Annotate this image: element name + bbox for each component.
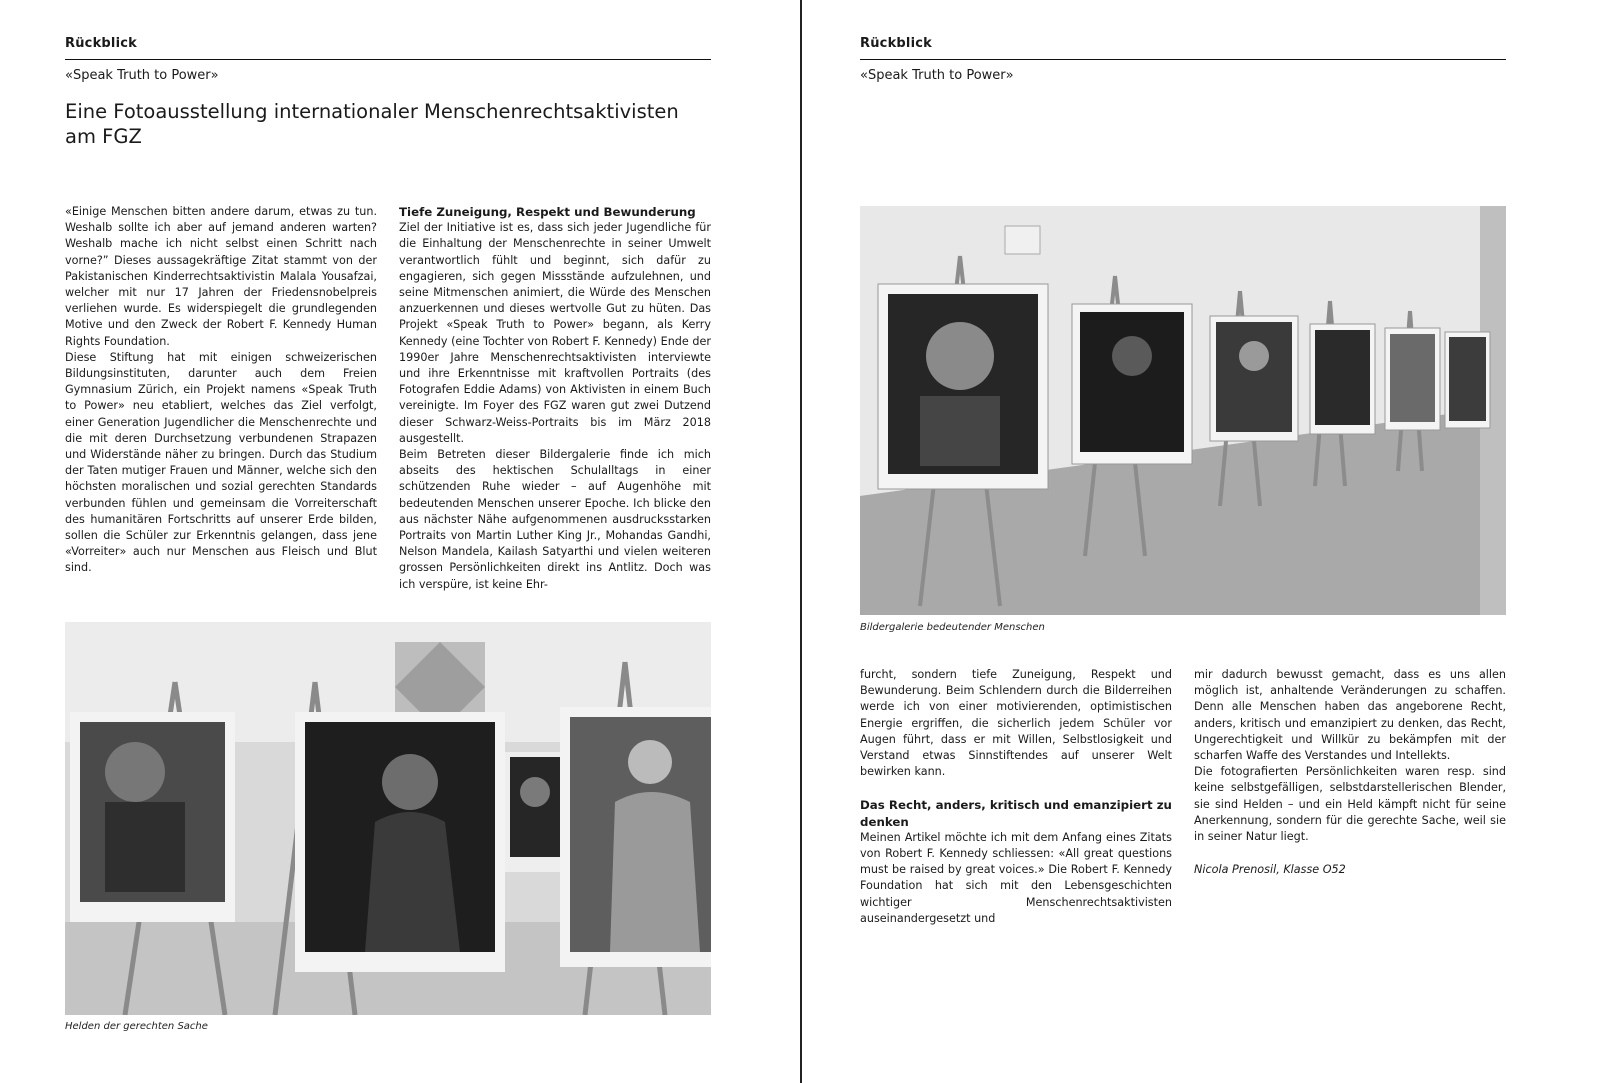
paragraph: Diese Stiftung hat mit einigen schweizerischen Bildungsinstituten, darunter auch dem Freien Gymnasium Zürich, ein Projekt namens «Speak Truth to Power» neu etabliert, welches das Ziel verfolgt, einer Generation Jugendlicher die Menschenrechte und die mit deren Durchsetzung verbundenen Strapazen und Widerstände näher zu bringen. Durch das Studium der Taten mutiger Frauen und Männer, welche sich den höchsten moralischen und sozial gerechten Standards verbunden fühlen und gemeinsam die Vorreiterschaft des humanitären Fortschritts auf unserer Erde bilden, sollen die Schüler zur Erkenntnis gelangen, dass jene «Vorreiter» auch nur Menschen aus Fleisch und Blut sind. [65,350,377,575]
exhibition-photo-gallery [860,206,1506,615]
paragraph: Beim Betreten dieser Bildergalerie finde ich mich abseits des hektischen Schulalltags in einer schützenden Ruhe wieder – auf Augenhöhe mit bedeutenden Menschen unserer Epoche. Ich blicke den aus nächster Nähe aufgenommenen ausdrucksstarken Portraits von Martin Luther King Jr., Mohandas Gandhi, Nelson Mandela, Kailash Satyarthi und vielen weiteren grossen Persönlichkeiten direkt ins Antlitz. Doch was ich verspüre, ist keine Ehr- [399,448,711,591]
text-column-2 [399,204,711,593]
article-subtitle: «Speak Truth to Power» [860,68,1014,83]
right-page [803,0,1598,1083]
photo-caption: Helden der gerechten Sache [65,1021,208,1032]
header-rule [860,59,1506,60]
subheading: Das Recht, anders, kritisch und emanzipiert zu denken [860,798,1172,829]
page-divider [800,0,802,1083]
header-rule [65,59,711,60]
text-column-1 [65,204,377,577]
photo-caption: Bildergalerie bedeutender Menschen [860,622,1045,633]
article-headline: Eine Fotoausstellung internationaler Menschenrechtsaktivisten am FGZ [65,100,679,148]
paragraph: Ziel der Initiative ist es, dass sich jeder Jugendliche für die Einhaltung der Menschenrechte in seiner Umwelt verantwortlich fühlt und beginnt, sich dafür zu engagieren, sich gegen Missstände aufzulehnen, und seine Mitmenschen animiert, die Würde des Menschen anzuerkennen und dieses wertvolle Gut zu hüten. Das Projekt «Speak Truth to Power» begann, als Kerry Kennedy (eine Tochter von Robert F. Kennedy) Ende der 1990er Jahre Menschenrechtsaktivisten interviewte und ihre Erkenntnisse mit kraftvollen Portraits (des Fotografen Eddie Adams) von Aktivisten in einem Buch vereinigte. Im Foyer des FGZ waren gut zwei Dutzend dieser Schwarz-Weiss-Portraits bis im März 2018 ausgestellt. [399,221,711,445]
text-column-2 [1194,667,1506,878]
subheading: Tiefe Zuneigung, Respekt und Bewunderung [399,205,696,219]
author-signature: Nicola Prenosil, Klasse O52 [1194,863,1346,877]
section-label: Rückblick [65,36,137,51]
paragraph: Die fotografierten Persönlichkeiten waren resp. sind keine selbstgefälligen, selbstdarstellerischen Blender, sie sind Helden – und ein Held kämpft nicht für seine Anerkennung, sondern für die gerechte Sache, weil sie in seiner Natur liegt. [1194,765,1506,844]
paragraph: furcht, sondern tiefe Zuneigung, Respekt und Bewunderung. Beim Schlendern durch die Bilderreihen werde ich von einer motivierenden, optimistischen Energie ergriffen, die sicherlich jedem Schüler vor Augen führt, dass er mit Willen, Selbstlosigkeit und Verstand etwas Sinnstiftendes auf unserer Welt bewirken kann. [860,668,1172,779]
exhibition-photo-heroes [65,622,711,1015]
article-subtitle: «Speak Truth to Power» [65,68,219,83]
paragraph: «Einige Menschen bitten andere darum, etwas zu tun. Weshalb sollte ich aber auf jemand anderen warten? Weshalb mache ich nicht selbst einen Schritt nach vorne?” Dieses aussagekräftige Zitat stammt von der Pakistanischen Kinderrechtsaktivistin Malala Yousafzai, welcher mit nur 17 Jahren der Friedensnobelpreis verliehen wurde. Es widerspiegelt die grundlegenden Motive und den Zweck der Robert F. Kennedy Human Rights Foundation. [65,205,377,348]
paragraph: Meinen Artikel möchte ich mit dem Anfang eines Zitats von Robert F. Kennedy schliessen: «All great questions must be raised by great voices.» Die Robert F. Kennedy Foundation hat sich mit den Lebensgeschichten wichtiger Menschenrechtsaktivisten auseinandergesetzt und [860,830,1172,925]
text-column-1 [860,667,1172,927]
paragraph: mir dadurch bewusst gemacht, dass es uns allen möglich ist, anhaltende Veränderungen zu schaffen. Denn alle Menschen haben das angeborene Recht, anders, kritisch und emanzipiert zu denken, das Recht, Ungerechtigkeit und Willkür zu bekämpfen mit der scharfen Waffe des Verstandes und Intellekts. [1194,668,1506,763]
section-label: Rückblick [860,36,932,51]
